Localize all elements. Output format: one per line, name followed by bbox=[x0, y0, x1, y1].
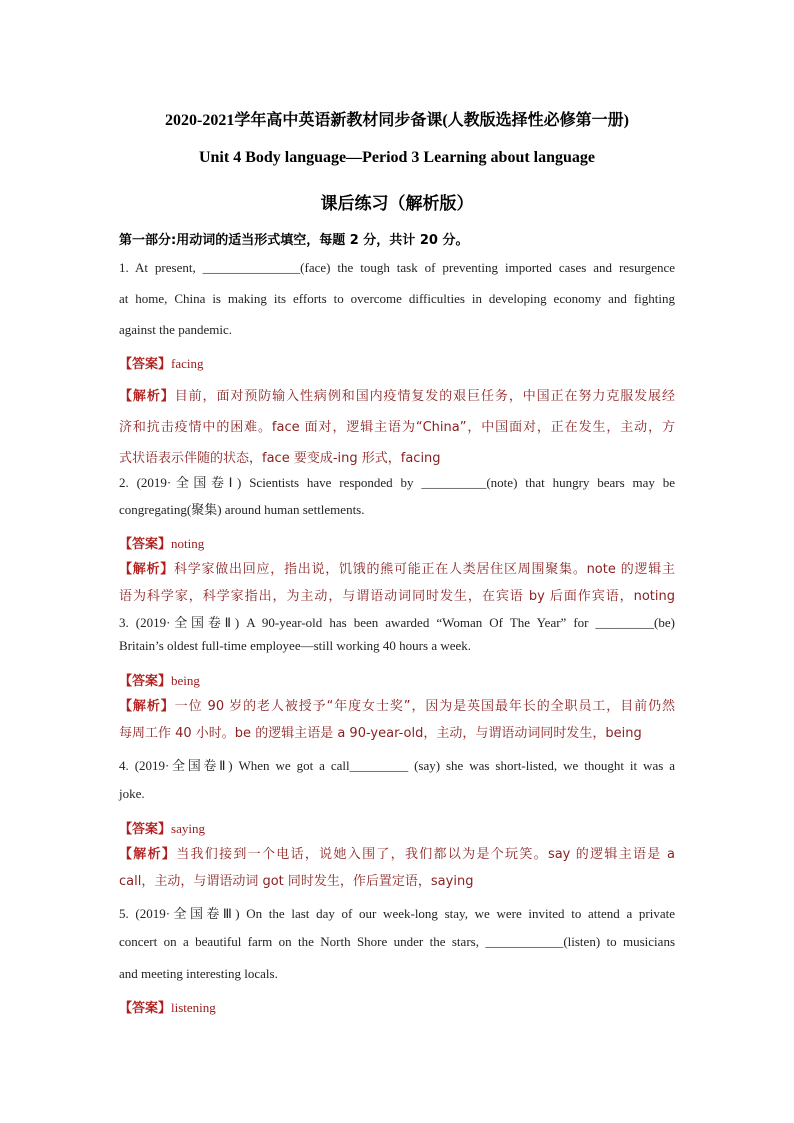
answer-value: being bbox=[171, 673, 200, 688]
analysis-2-line-2: 语为科学家，科学家指出，为主动，与谓语动词同时发生，在宾语 by 后面作宾语，noting bbox=[119, 589, 675, 604]
answer-label: 【答案】 bbox=[119, 822, 172, 837]
section-heading: 第一部分:用动词的适当形式填空，每题 2 分，共计 20 分。 bbox=[119, 233, 469, 248]
analysis-4-line-1 bbox=[119, 843, 675, 862]
analysis-label: 【解析】 bbox=[119, 389, 175, 404]
question-4-line-1: 4. (2019·全国卷Ⅱ) When we got a call_________ (say) she was short-listed, we thought it was a bbox=[119, 758, 675, 773]
question-4-line-2: joke. bbox=[119, 786, 145, 801]
analysis-text: 科学家做出回应，指出说，饥饿的熊可能正在人类居住区周围聚集。note 的逻辑主 bbox=[174, 562, 675, 577]
answer-5 bbox=[119, 997, 675, 1016]
exercise-subtitle: 课后练习（解析版） bbox=[320, 194, 474, 213]
document-title: 2020-2021学年高中英语新教材同步备课(人教版选择性必修第一册) bbox=[165, 112, 629, 129]
analysis-3-line-2: 每周工作 40 小时。be 的逻辑主语是 a 90-year-old，主动，与谓语动词同时发生，being bbox=[119, 726, 642, 741]
question-5-line-3: and meeting interesting locals. bbox=[119, 966, 278, 981]
question-3-line-2: Britain’s oldest full-time employee—still working 40 hours a week. bbox=[119, 638, 472, 653]
answer-label: 【答案】 bbox=[119, 537, 172, 552]
analysis-1-line-2: 济和抗击疫情中的困难。face 面对，逻辑主语为“China”，中国面对，正在发生，主动，方 bbox=[119, 420, 675, 435]
analysis-label: 【解析】 bbox=[119, 699, 175, 714]
answer-3 bbox=[119, 670, 675, 689]
question-2-line-1: 2. (2019·全国卷Ⅰ) Scientists have responded by __________(note) that hungry bears may be bbox=[119, 475, 675, 490]
question-1-line-1: 1. At present, _______________(face) the tough task of preventing imported cases and resurgence bbox=[119, 260, 675, 275]
answer-value: listening bbox=[171, 1000, 216, 1015]
answer-label: 【答案】 bbox=[119, 1001, 172, 1016]
analysis-label: 【解析】 bbox=[119, 847, 177, 862]
analysis-text: 一位 90 岁的老人被授予“年度女士奖”，因为是英国最年长的全职员工，目前仍然 bbox=[174, 699, 675, 714]
analysis-text: 当我们接到一个电话，说她入围了，我们都以为是个玩笑。say 的逻辑主语是 a bbox=[176, 847, 675, 862]
question-1-line-2: at home, China is making its efforts to overcome difficulties in developing economy and fighting bbox=[119, 291, 675, 306]
question-2-line-2: congregating(聚集) around human settlements. bbox=[119, 502, 365, 517]
question-5-line-1: 5. (2019·全国卷Ⅲ) On the last day of our week-long stay, we were invited to attend a private bbox=[119, 906, 675, 921]
analysis-4-line-2: call，主动，与谓语动词 got 同时发生，作后置定语，saying bbox=[119, 874, 474, 889]
analysis-text: 目前，面对预防输入性病例和国内疫情复发的艰巨任务，中国正在努力克服发展经 bbox=[174, 389, 675, 404]
question-1-line-3: against the pandemic. bbox=[119, 322, 232, 337]
answer-label: 【答案】 bbox=[119, 674, 172, 689]
answer-label: 【答案】 bbox=[119, 357, 172, 372]
answer-4 bbox=[119, 818, 675, 837]
answer-value: saying bbox=[171, 821, 205, 836]
answer-1 bbox=[119, 353, 675, 372]
answer-value: facing bbox=[171, 356, 204, 371]
question-3-line-1: 3. (2019·全国卷Ⅱ) A 90-year-old has been awarded “Woman Of The Year” for _________(be) bbox=[119, 615, 675, 630]
analysis-1-line-1 bbox=[119, 385, 675, 404]
analysis-label: 【解析】 bbox=[119, 562, 175, 577]
analysis-1-line-3: 式状语表示伴随的状态，face 要变成-ing 形式，facing bbox=[119, 451, 441, 466]
analysis-2-line-1 bbox=[119, 558, 675, 577]
analysis-3-line-1 bbox=[119, 695, 675, 714]
unit-title: Unit 4 Body language—Period 3 Learning about language bbox=[198, 149, 596, 166]
answer-value: noting bbox=[171, 536, 205, 551]
answer-2 bbox=[119, 533, 675, 552]
question-5-line-2: concert on a beautiful farm on the North Shore under the stars, ____________(listen) to musicians bbox=[119, 934, 675, 949]
